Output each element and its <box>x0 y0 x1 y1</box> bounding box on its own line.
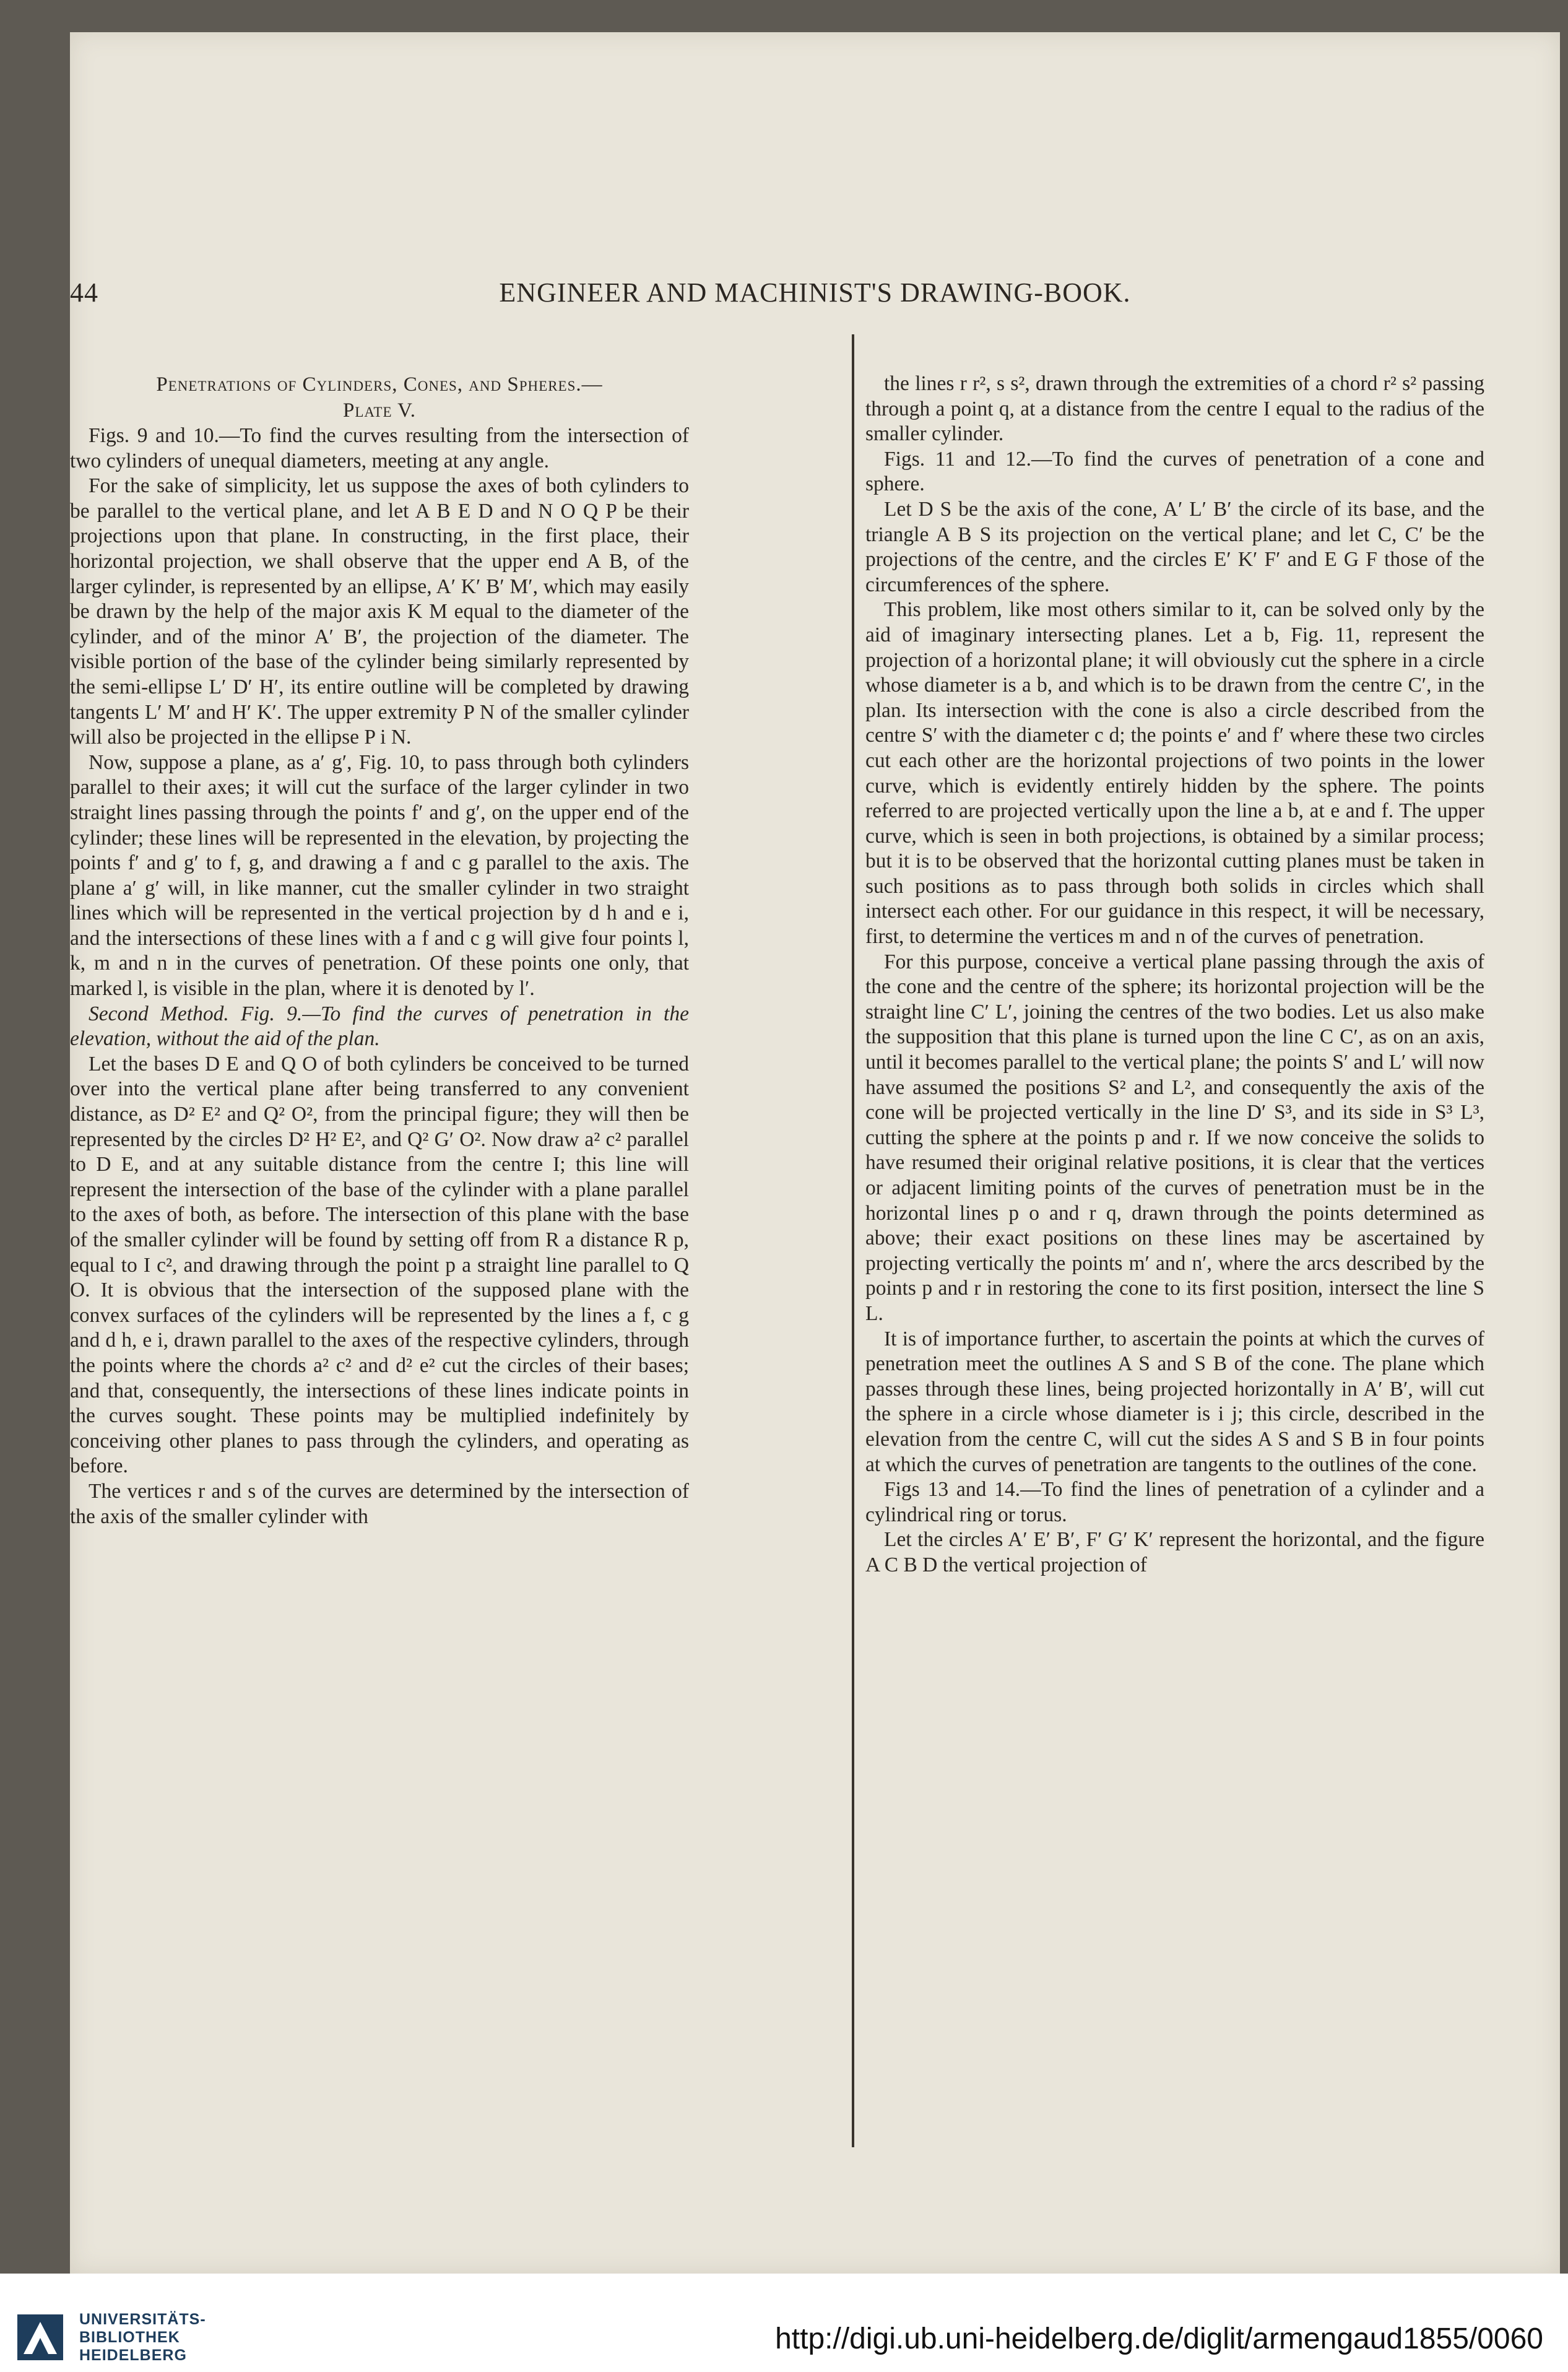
paragraph: Let D S be the axis of the cone, A′ L′ B′ the circle of its base, and the triangle A B S its projection on the vertical plane; and let C, C′ be the projections of the centre, and the circles E′ K′ F′ and E G F those of the circumferences of the sphere. <box>865 497 1484 596</box>
paragraph: Let the circles A′ E′ B′, F′ G′ K′ represent the horizontal, and the figure A C B D the vertical projection of <box>865 1528 1484 1576</box>
library-name-line: BIBLIOTHEK <box>79 2329 180 2346</box>
paragraph: For this purpose, conceive a vertical plane passing through the axis of the cone and the centre of the sphere; its horizontal projection will be the straight line C′ L′, joining the centres of the two bodies. Let us also make the supposition that this plane is turned upon the line C C′, as on an axis, until it becomes parallel to the vertical plane; the points S′ and L′ will now have assumed the positions S² and L², and consequently the axis of the cone will be projected vertically in the line D′ S³, and its side in S³ L³, cutting the sphere at the points p and r. If we now conceive the solids to have resumed their original relative positions, it is clear that the vertices or adjacent limiting points of the curves of penetration must be in the horizontal lines p o and r q, drawn through the points determined as above; their exact positions on these lines may be ascertained by projecting vertically the points m′ and n′, where the arcs described by the points p and r in restoring the cone to its first position, intersect the line S L. <box>865 950 1484 1325</box>
library-name-line: UNIVERSITÄTS- <box>79 2311 206 2328</box>
paragraph: Now, suppose a plane, as a′ g′, Fig. 10, to pass through both cylinders parallel to their axes; it will cut the surface of the larger cylinder in two straight lines passing through the points f′ and g′, on the upper end of the cylinder; these lines will be represented in the elevation, by projecting the points f′ and g′ to f, g, and drawing a f and c g parallel to the axis. The plane a′ g′ will, in like manner, cut the smaller cylinder in two straight lines which will be represented in the vertical projection by d h and e i, and the intersections of these lines with a f and c g will give four points l, k, m and n in the curves of penetration. Of these points one only, that marked l, is visible in the plan, where it is denoted by l′. <box>70 750 689 1001</box>
paragraph: the lines r r², s s², drawn through the extremities of a chord r² s² passing through a point q, at a distance from the centre I equal to the radius of the smaller cylinder. <box>865 372 1484 446</box>
library-name-line: HEIDELBERG <box>79 2347 187 2364</box>
left-column <box>70 371 689 1529</box>
paragraph: The vertices r and s of the curves are determined by the intersection of the axis of the smaller cylinder with <box>70 1479 689 1528</box>
footer-bar <box>0 2274 1568 2372</box>
right-column <box>865 371 1484 1578</box>
university-library-logo-icon <box>17 2314 63 2360</box>
paragraph: For the sake of simplicity, let us suppose the axes of both cylinders to be parallel to the vertical plane, and let A B E D and N O Q P be their projections upon that plane. In constructing, in the first place, their horizontal projection, we shall observe that the upper end A B, of the larger cylinder, is represented by an ellipse, A′ K′ B′ M′, which may easily be drawn by the help of the major axis K M equal to the diameter of the cylinder, and of the minor A′ B′, the projection of the diameter. The visible portion of the base of the cylinder being similarly represented by the semi-ellipse L′ D′ H′, its entire outline will be completed by drawing tangents L′ M′ and H′ K′. The upper extremity P N of the smaller cylinder will also be projected in the ellipse P i N. <box>70 474 689 749</box>
page-number: 44 <box>70 277 98 308</box>
paragraph: Second Method. Fig. 9.—To find the curves of penetration in the elevation, without the aid of the plan. <box>70 1002 689 1051</box>
paragraph: Figs. 9 and 10.—To find the curves resulting from the intersection of two cylinders of unequal diameters, meeting at any angle. <box>70 424 689 472</box>
scanned-page <box>70 32 1560 2274</box>
section-title <box>70 371 689 424</box>
paragraph: This problem, like most others similar to it, can be solved only by the aid of imaginary intersecting planes. Let a b, Fig. 11, represent the projection of a horizontal plane; it will obviously cut the sphere in a circle whose diameter is a b, and which is to be drawn from the centre C′, in the plan. Its intersection with the cone is also a circle described from the centre S′ with the diameter c d; the points e′ and f′ where these two circles cut each other are the horizontal projections of two points in the lower curve, which is evidently entirely hidden by the sphere. The points referred to are projected vertically upon the line a b, at e and f. The upper curve, which is seen in both projections, is obtained by a similar process; but it is to be observed that the horizontal cutting planes must be taken in such positions as to pass through both solids in circles which shall intersect each other. For our guidance in this respect, it will be necessary, first, to determine the vertices m and n of the curves of penetration. <box>865 598 1484 949</box>
paragraph: Figs 13 and 14.—To find the lines of penetration of a cylinder and a cylindrical ring or torus. <box>865 1478 1484 1526</box>
paragraph: It is of importance further, to ascertain the points at which the curves of penetration meet the outlines A S and S B of the cone. The plane which passes through these lines, being projected horizontally in A′ B′, will cut the sphere in a circle whose diameter is i j; this circle, described in the elevation from the centre C, will cut the sides A S and S B in four points at which the curves of penetration are tangents to the outlines of the cone. <box>865 1327 1484 1476</box>
section-title-plate: Plate V. <box>342 399 417 422</box>
source-url[interactable]: http://digi.ub.uni-heidelberg.de/diglit/armengaud1855/0060 <box>775 2322 1543 2355</box>
running-title: ENGINEER AND MACHINIST'S DRAWING-BOOK. <box>499 277 1131 308</box>
paragraph: Figs. 11 and 12.—To find the curves of penetration of a cone and sphere. <box>865 447 1484 496</box>
section-title-line: Penetrations of Cylinders, Cones, and Spheres.— <box>156 373 603 396</box>
library-name <box>79 2311 206 2365</box>
paragraph: Let the bases D E and Q O of both cylinders be conceived to be turned over into the vertical plane after being transferred to any convenient distance, as D² E² and Q² O², from the principal figure; they will then be represented by the circles D² H² E², and Q² G′ O². Now draw a² c² parallel to D E, and at any suitable distance from the centre I; this line will represent the intersection of the base of the cylinder with a plane parallel to the axes of both, as before. The intersection of this plane with the base of the smaller cylinder will be found by setting off from R a distance R p, equal to I c², and drawing through the point p a straight line parallel to Q O. It is obvious that the intersection of the supposed plane with the convex surfaces of the cylinders will be represented by the lines a f, c g and d h, e i, drawn parallel to the axes of the respective cylinders, through the points where the chords a² c² and d² e² cut the circles of their bases; and that, consequently, the intersections of these lines indicate points in the curves sought. These points may be multiplied indefinitely by conceiving other planes to pass through the cylinders, and operating as before. <box>70 1052 689 1478</box>
column-rule <box>852 334 854 2147</box>
